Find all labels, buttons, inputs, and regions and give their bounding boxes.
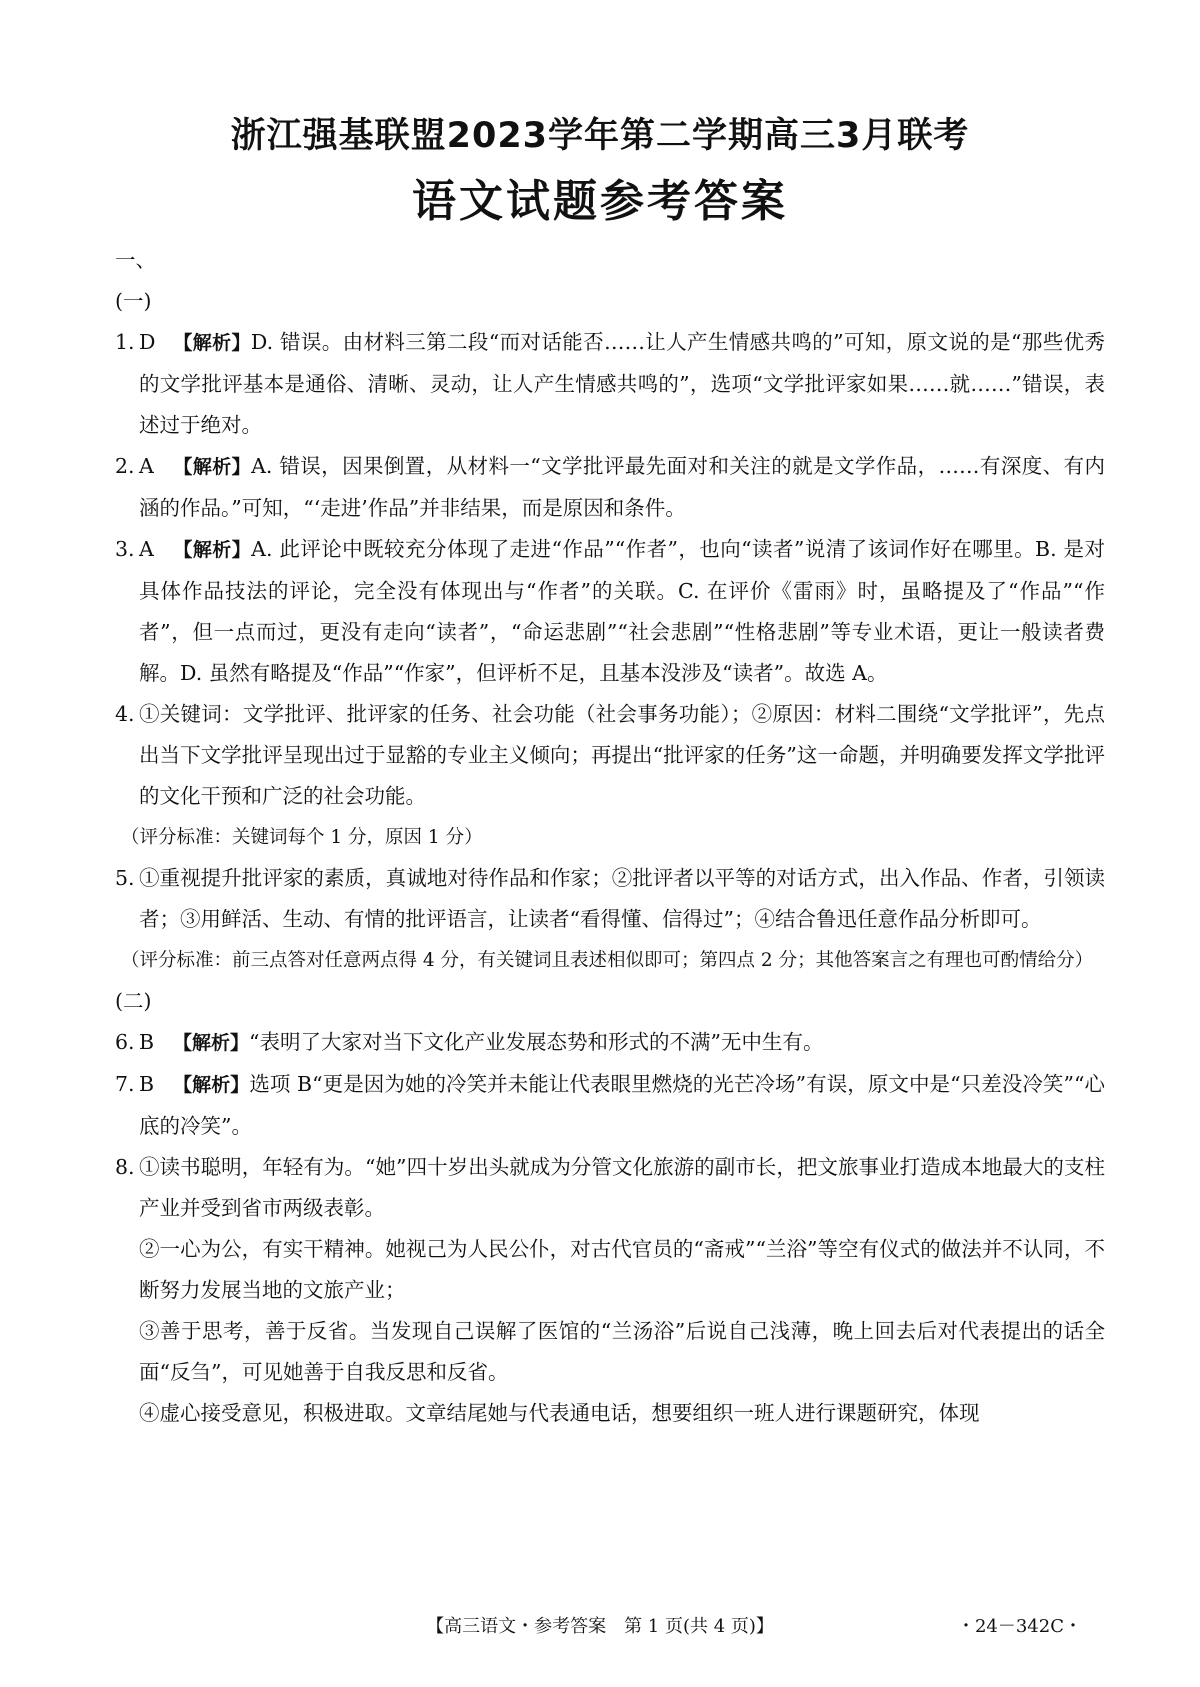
answer-choice: B [139, 1072, 155, 1096]
footer-code: ・24－342C・ [956, 1616, 1082, 1637]
question-number: 4. [115, 702, 135, 726]
analysis-text: 选项 B“更是因为她的冷笑并未能让代表眼里燃烧的光芒冷场”有误，原文中是“只差没冷笑”“心底的冷笑”。 [139, 1072, 1105, 1138]
question-8-answer [115, 1147, 1105, 1229]
question-number: 2. [115, 454, 135, 478]
analysis-text: D. 错误。由材料三第二段“而对话能否……让人产生情感共鸣的”可知，原文说的是“那些优秀的文学批评基本是通俗、清晰、灵动，让人产生情感共鸣的”，选项“文学批评家如果……就……”错误，表述过于绝对。 [139, 330, 1105, 437]
section-heading-sub1: (一) [115, 289, 152, 313]
analysis-tag: 【解析】 [173, 539, 252, 561]
question-number: 3. [115, 537, 135, 561]
document-title: 语文试题参考答案 [412, 176, 788, 227]
scoring-note: （评分标准：关键词每个 1 分，原因 1 分） [121, 827, 483, 848]
question-number: 6. [115, 1030, 135, 1054]
answer-text: ①关键词：文学批评、批评家的任务、社会功能（社会事务功能）；②原因：材料二围绕“文学批评”，先点出当下文学批评呈现出过于显豁的专业主义倾向；再提出“批评家的任务”这一命题，并明确要发挥文学批评的文化干预和广泛的社会功能。 [139, 702, 1105, 808]
answer-body [115, 240, 1105, 1434]
analysis-tag: 【解析】 [173, 1074, 250, 1096]
page-footer [0, 1612, 1200, 1642]
question-6-answer [115, 1022, 1105, 1064]
answer-point-3: ③善于思考，善于反省。当发现自己误解了医馆的“兰汤浴”后说自己浅薄，晚上回去后对代表提出的话全面“反刍”，可见她善于自我反思和反省。 [139, 1319, 1105, 1384]
exam-title: 浙江强基联盟2023学年第二学期高三3月联考 [230, 116, 970, 156]
section-heading-part1: 一、 [115, 248, 156, 272]
scoring-note: （评分标准：前三点答对任意两点得 4 分，有关键词且表述相似即可；第四点 2 分；其他答案言之有理也可酌情给分） [121, 950, 1094, 971]
analysis-tag: 【解析】 [173, 456, 252, 478]
answer-choice: A [139, 537, 154, 561]
analysis-tag: 【解析】 [173, 1032, 250, 1054]
answer-choice: D [139, 330, 156, 354]
answer-point-2: ②一心为公，有实干精神。她视己为人民公仆，对古代官员的“斋戒”“兰浴”等空有仪式的做法并不认同，不断努力发展当地的文旅产业； [139, 1237, 1105, 1302]
footer-page-info: 【高三语文・参考答案 第 1 页(共 4 页)】 [426, 1616, 774, 1637]
analysis-text: “表明了大家对当下文化产业发展态势和形式的不满”无中生有。 [249, 1030, 824, 1054]
question-number: 1. [115, 330, 135, 354]
answer-choice: A [139, 454, 154, 478]
question-2-answer [115, 446, 1105, 529]
question-1-answer [115, 322, 1105, 446]
answer-choice: B [139, 1030, 155, 1054]
question-3-answer [115, 529, 1105, 694]
section-heading-sub2: (二) [115, 989, 152, 1013]
question-5-answer [115, 858, 1105, 940]
answer-text: ①重视提升批评家的素质，真诚地对待作品和作家；②批评者以平等的对话方式，出入作品、作者，引领读者；③用鲜活、生动、有情的批评语言，让读者“看得懂、信得过”；④结合鲁迅任意作品分析即可。 [139, 866, 1105, 931]
analysis-tag: 【解析】 [173, 332, 251, 354]
question-number: 5. [115, 866, 135, 890]
analysis-text: A. 错误，因果倒置，从材料一“文学批评最先面对和关注的就是文学作品，……有深度、有内涵的作品。”可知，“‘走进’作品”并非结果，而是原因和条件。 [139, 454, 1105, 520]
question-7-answer [115, 1064, 1105, 1147]
answer-point-4: ④虚心接受意见，积极进取。文章结尾她与代表通电话，想要组织一班人进行课题研究，体现 [139, 1401, 980, 1425]
question-number: 7. [115, 1072, 135, 1096]
answer-point-1: ①读书聪明，年轻有为。“她”四十岁出头就成为分管文化旅游的副市长，把文旅事业打造成本地最大的支柱产业并受到省市两级表彰。 [139, 1155, 1105, 1220]
analysis-text: A. 此评论中既较充分体现了走进“作品”“作者”，也向“读者”说清了该词作好在哪里。B. 是对具体作品技法的评论，完全没有体现出与“作者”的关联。C. 在评价《雷雨》时，虽略提及了“作品”“作者”，但一点而过，更没有走向“读者”，“命运悲剧”“社会悲剧”“性格悲剧”等专业术语，更让一般读者费解。D. 虽然有略提及“作品”“作家”，但评析不足，且基本没涉及“读者”。故选 A。 [139, 537, 1105, 685]
question-number: 8. [115, 1155, 135, 1179]
question-4-answer [115, 694, 1105, 817]
